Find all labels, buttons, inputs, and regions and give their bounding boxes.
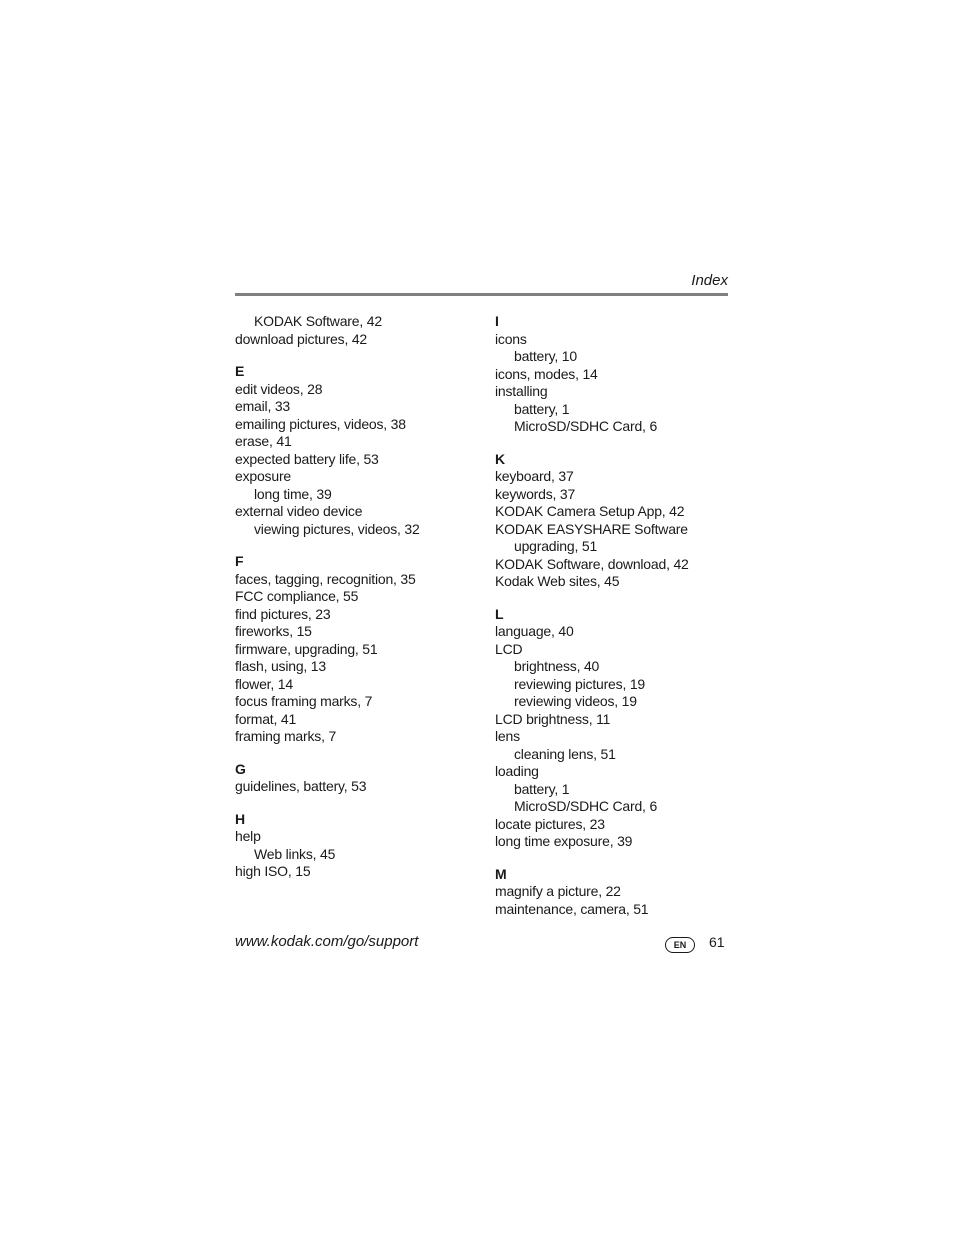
index-entry: faces, tagging, recognition, 35: [235, 570, 416, 587]
footer-url: www.kodak.com/go/support: [235, 933, 419, 950]
index-subentry: Web links, 45: [254, 845, 336, 862]
group-gap: [235, 746, 475, 761]
language-badge: EN: [665, 937, 695, 953]
index-subentry: MicroSD/SDHC Card, 6: [514, 418, 658, 434]
index-letter-heading: M: [495, 865, 507, 882]
index-column-right: [495, 313, 735, 918]
index-entry: loading: [495, 763, 539, 779]
header-divider: [235, 293, 728, 296]
index-letter-heading: H: [235, 810, 245, 827]
group-gap: [495, 591, 735, 606]
index-entry: email, 33: [235, 398, 291, 414]
index-letter-heading: E: [235, 363, 245, 379]
index-entry: KODAK Software, download, 42: [495, 555, 689, 572]
index-entry: focus framing marks, 7: [235, 693, 373, 709]
index-entry: lens: [495, 728, 520, 744]
index-subentry: reviewing videos, 19: [514, 693, 637, 709]
index-entry: format, 41: [235, 710, 297, 727]
group-gap: [495, 436, 735, 451]
index-entry: LCD: [495, 640, 523, 657]
index-subentry: MicroSD/SDHC Card, 6: [514, 798, 658, 814]
index-entry: firmware, upgrading, 51: [235, 640, 378, 657]
index-entry: find pictures, 23: [235, 605, 331, 622]
index-entry: icons: [495, 330, 527, 347]
index-letter-heading: G: [235, 760, 246, 777]
index-entry: keywords, 37: [495, 485, 576, 502]
index-entry: flash, using, 13: [235, 658, 326, 674]
index-entry: KODAK EASYSHARE Software: [495, 520, 688, 537]
index-subentry: reviewing pictures, 19: [514, 675, 645, 692]
index-subentry: upgrading, 51: [514, 538, 598, 554]
index-entry: locate pictures, 23: [495, 815, 605, 832]
index-entry: external video device: [235, 503, 363, 519]
index-entry: framing marks, 7: [235, 728, 337, 744]
index-subentry: long time, 39: [254, 485, 332, 502]
index-letter-heading: F: [235, 553, 244, 569]
index-entry: KODAK Camera Setup App, 42: [495, 503, 685, 519]
index-subentry: battery, 1: [514, 400, 570, 417]
index-entry: LCD brightness, 11: [495, 710, 611, 727]
index-entry: emailing pictures, videos, 38: [235, 415, 406, 432]
index-letter-heading: K: [495, 450, 505, 467]
index-subentry: battery, 1: [514, 780, 570, 797]
group-gap: [495, 851, 735, 866]
page-header-title: Index: [691, 272, 728, 289]
index-entry: exposure: [235, 468, 291, 484]
index-entry: long time exposure, 39: [495, 833, 633, 849]
index-entry: fireworks, 15: [235, 623, 312, 639]
index-letter-heading: I: [495, 313, 499, 329]
index-entry: erase, 41: [235, 433, 292, 449]
index-column-left: [235, 313, 475, 881]
index-entry: maintenance, camera, 51: [495, 900, 649, 917]
index-entry: language, 40: [495, 623, 574, 639]
index-entry: expected battery life, 53: [235, 450, 379, 467]
index-entry: magnify a picture, 22: [495, 883, 621, 899]
index-letter-heading: L: [495, 605, 504, 622]
index-entry: high ISO, 15: [235, 863, 311, 879]
index-entry: keyboard, 37: [495, 468, 574, 484]
index-entry: download pictures, 42: [235, 330, 367, 347]
group-gap: [235, 538, 475, 553]
index-subentry: brightness, 40: [514, 658, 600, 674]
index-subentry: viewing pictures, videos, 32: [254, 520, 420, 537]
index-entry: Kodak Web sites, 45: [495, 573, 620, 589]
index-entry: flower, 14: [235, 675, 293, 692]
index-entry: FCC compliance, 55: [235, 588, 359, 604]
page-number: 61: [709, 934, 725, 950]
index-entry: edit videos, 28: [235, 380, 323, 397]
group-gap: [235, 348, 475, 363]
index-entry: installing: [495, 383, 548, 399]
index-subentry: cleaning lens, 51: [514, 745, 616, 762]
group-gap: [235, 796, 475, 811]
index-subentry: battery, 10: [514, 348, 577, 364]
index-entry: guidelines, battery, 53: [235, 778, 367, 794]
index-subentry: KODAK Software, 42: [254, 313, 382, 329]
index-entry: icons, modes, 14: [495, 365, 598, 382]
index-entry: help: [235, 828, 261, 844]
